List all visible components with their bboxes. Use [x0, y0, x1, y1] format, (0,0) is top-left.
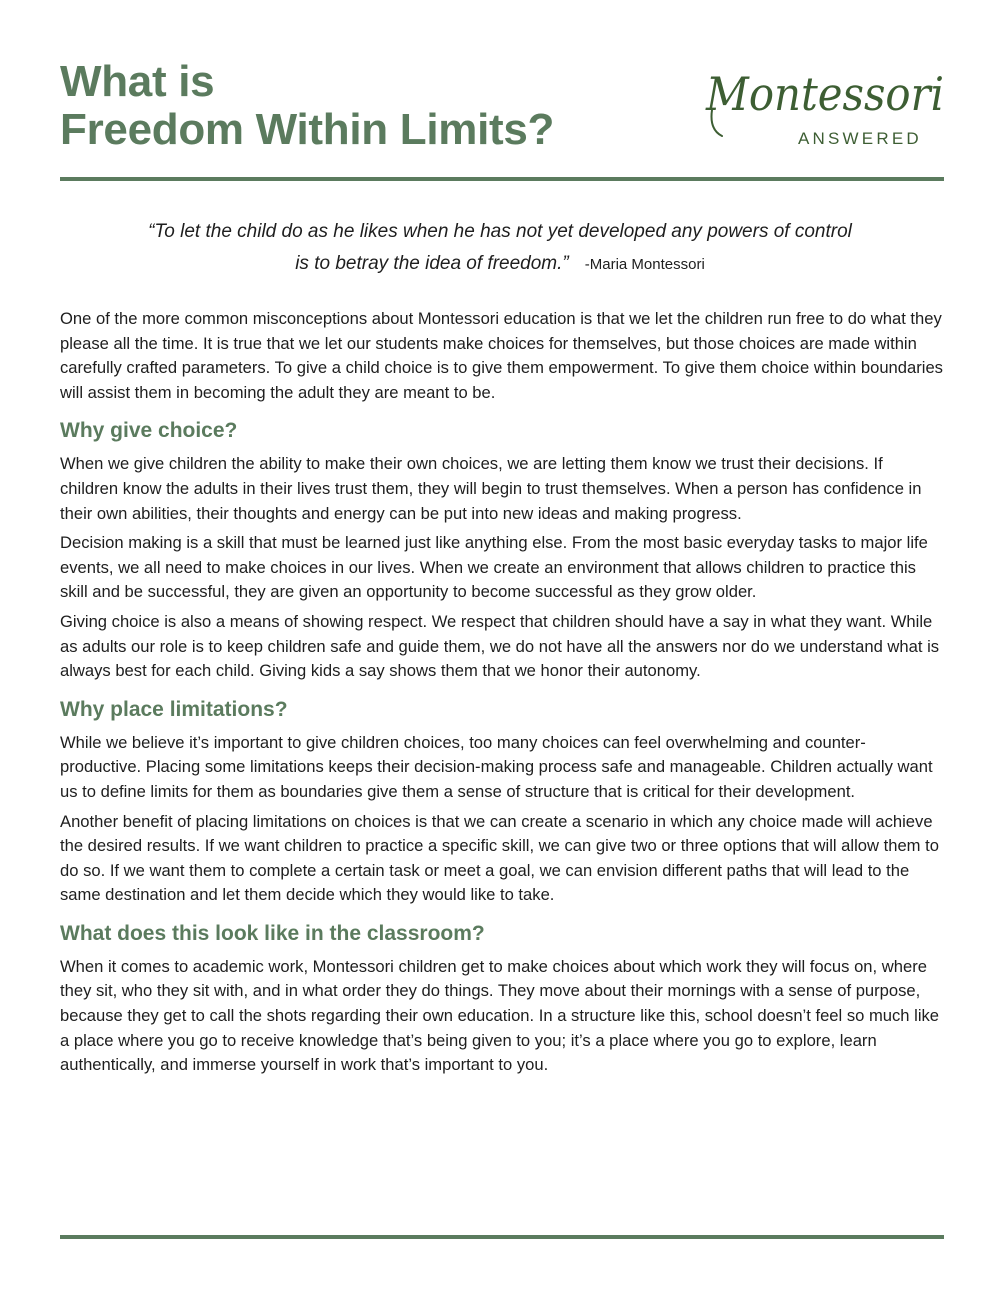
- title-line-2: Freedom Within Limits?: [60, 105, 555, 154]
- title-line-1: What is: [60, 57, 215, 106]
- section-heading-classroom: What does this look like in the classroom?: [60, 921, 485, 945]
- header-divider: [60, 177, 944, 181]
- paragraph: When we give children the ability to make their own choices, we are letting them know we trust their decisions. If children know the adults in their lives trust them, they will begin to trust themselves. When a person has confidence in their own abilities, their thoughts and energy can be put into new ideas and making progress.: [60, 454, 922, 523]
- section-heading-why-give-choice: Why give choice?: [60, 419, 238, 443]
- quote-line-1: “To let the child do as he likes when he has not yet developed any powers of control: [148, 221, 852, 242]
- quote-block: [60, 216, 940, 281]
- paragraph: Giving choice is also a means of showing respect. We respect that children should have a say in what they want. While as adults our role is to keep children safe and guide them, we do not have all the answers nor do we understand what is always best for each child. Giving kids a say shows them that we honor their autonomy.: [60, 611, 940, 681]
- page-title: [60, 58, 554, 154]
- section-heading-why-place-limitations: Why place limitations?: [60, 697, 288, 721]
- logo-script-text: Montessori: [705, 67, 944, 121]
- montessori-answered-logo: [700, 52, 950, 152]
- footer-divider: [60, 1235, 944, 1239]
- paragraph: Decision making is a skill that must be learned just like anything else. From the most basic everyday tasks to major life events, we all need to make choices in our lives. When we create an environment that allows children to practice this skill and be successful, they are given an opportunity to become successful as they grow older.: [60, 533, 928, 602]
- intro-paragraph: One of the more common misconceptions about Montessori education is that we let the children run free to do what they please all the time. It is true that we let our students make choices for themselves, but those choices are made within carefully crafted parameters. To give a child choice is to give them empowerment. To give them choice within boundaries will assist them in becoming the adult they are meant to be.: [60, 309, 943, 402]
- quote-attribution: -Maria Montessori: [584, 256, 705, 273]
- logo-sub-text: ANSWERED: [798, 129, 922, 148]
- paragraph: While we believe it’s important to give children choices, too many choices can feel overwhelming and counter-productive. Placing some limitations keeps their decision-making process safe and manageable. Children actually want us to define limits for them as boundaries give them a sense of structure that is critical for their development.: [60, 732, 933, 801]
- paragraph: When it comes to academic work, Montessori children get to make choices about which work they will focus on, where they sit, who they sit with, and in what order they do things. They move about their mornings with a sense of purpose, because they get to call the shots regarding their own education. In a structure like this, school doesn’t feel so much like a place where you go to receive knowledge that’s being given to you; it’s a place where you go to explore, learn authentically, and immerse yourself in work that’s important to you.: [60, 956, 940, 1075]
- paragraph: Another benefit of placing limitations on choices is that we can create a scenario in which any choice made will achieve the desired results. If we want children to practice a specific skill, we can give two or three options that will allow them to do so. If we want them to complete a certain task or meet a goal, we can envision different paths that will lead to the same destination and let them decide which they would like to take.: [60, 811, 939, 905]
- quote-line-2: is to betray the idea of freedom.”: [295, 253, 569, 274]
- article-body: [60, 307, 944, 1083]
